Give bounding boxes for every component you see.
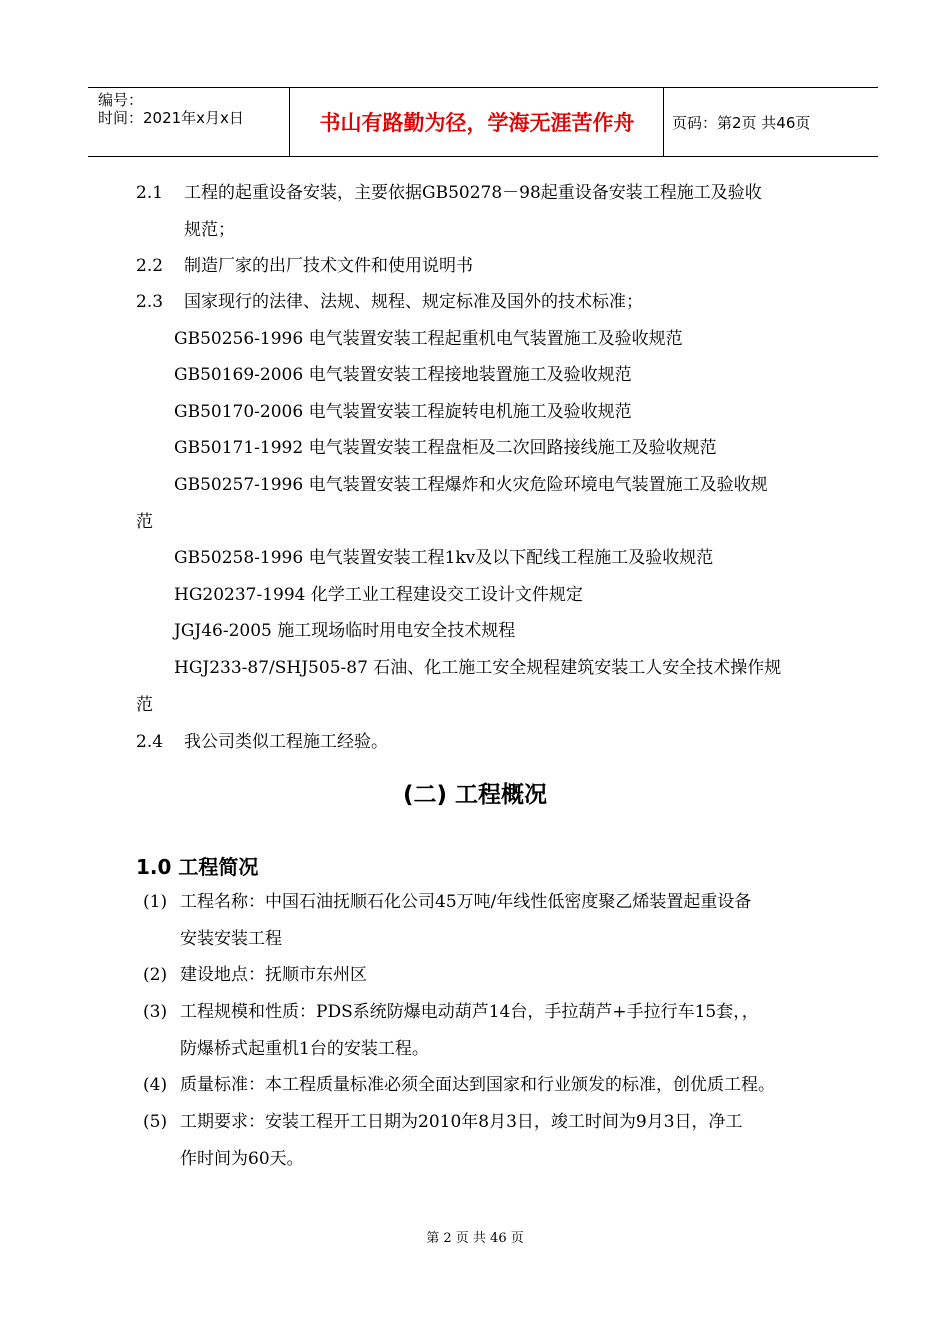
basis-item-continuation: 规范； [184, 220, 235, 240]
overview-item-number: (4) [143, 1075, 168, 1095]
page-header [88, 87, 878, 157]
standard-line: GB50257-1996 电气装置安装工程爆炸和火灾危险环境电气装置施工及验收规 [174, 475, 768, 495]
overview-item-continuation: 安装安装工程 [180, 929, 282, 949]
page-footer: 第 2 页 共 46 页 [426, 1231, 524, 1246]
standard-line: GB50169-2006 电气装置安装工程接地装置施工及验收规范 [174, 365, 632, 385]
header-motto: 书山有路勤为径，学海无涯苦作舟 [291, 88, 664, 156]
standard-line-wrap: 范 [136, 512, 153, 532]
overview-item-continuation: 防爆桥式起重机1台的安装工程。 [180, 1039, 429, 1059]
overview-item-number: (1) [143, 892, 168, 912]
overview-item-text: 工期要求：安装工程开工日期为2010年8月3日，竣工时间为9月3日，净工 [180, 1112, 743, 1132]
standard-line: HG20237-1994 化学工业工程建设交工设计文件规定 [174, 585, 583, 605]
overview-item-text: 工程名称：中国石油抚顺石化公司45万吨/年线性低密度聚乙烯装置起重设备 [180, 892, 752, 912]
standard-line: GB50258-1996 电气装置安装工程1kv及以下配线工程施工及验收规范 [174, 548, 714, 568]
header-number-label: 编号： [98, 91, 144, 109]
overview-item-text: 工程规模和性质：PDS系统防爆电动葫芦14台，手拉葫芦+手拉行车15套，， [180, 1002, 759, 1022]
header-time-label: 时间：2021年x月x日 [98, 109, 244, 127]
header-meta-cell [88, 88, 290, 156]
basis-item-number: 2.1 [136, 183, 164, 203]
overview-item-text: 建设地点：抚顺市东州区 [180, 965, 367, 985]
subsection-title: 1.0 工程简况 [136, 855, 259, 879]
basis-item-number: 2.2 [136, 256, 164, 276]
basis-item-text: 国家现行的法律、法规、规程、规定标准及国外的技术标准； [184, 292, 643, 312]
basis-item-number: 2.4 [136, 732, 164, 752]
basis-item-text: 工程的起重设备安装，主要依据GB50278－98起重设备安装工程施工及验收 [184, 183, 762, 203]
basis-item-text: 我公司类似工程施工经验。 [184, 732, 388, 752]
header-page-label: 页码：第2页 共46页 [672, 113, 811, 132]
overview-item-number: (5) [143, 1112, 168, 1132]
basis-item-text: 制造厂家的出厂技术文件和使用说明书 [184, 256, 473, 276]
standard-line: GB50256-1996 电气装置安装工程起重机电气装置施工及验收规范 [174, 329, 683, 349]
standard-line: HGJ233-87/SHJ505-87 石油、化工施工安全规程建筑安装工人安全技术操作规 [174, 658, 782, 678]
overview-item-text: 质量标准：本工程质量标准必须全面达到国家和行业颁发的标准，创优质工程。 [180, 1075, 775, 1095]
overview-item-number: (2) [143, 965, 168, 985]
overview-item-continuation: 作时间为60天。 [180, 1149, 304, 1169]
section-title: (二) 工程概况 [402, 782, 548, 808]
basis-item-number: 2.3 [136, 292, 164, 312]
overview-item-number: (3) [143, 1002, 168, 1022]
standard-line: GB50171-1992 电气装置安装工程盘柜及二次回路接线施工及验收规范 [174, 438, 717, 458]
standard-line-wrap: 范 [136, 695, 153, 715]
standard-line: JGJ46-2005 施工现场临时用电安全技术规程 [174, 621, 516, 641]
standard-line: GB50170-2006 电气装置安装工程旋转电机施工及验收规范 [174, 402, 632, 422]
